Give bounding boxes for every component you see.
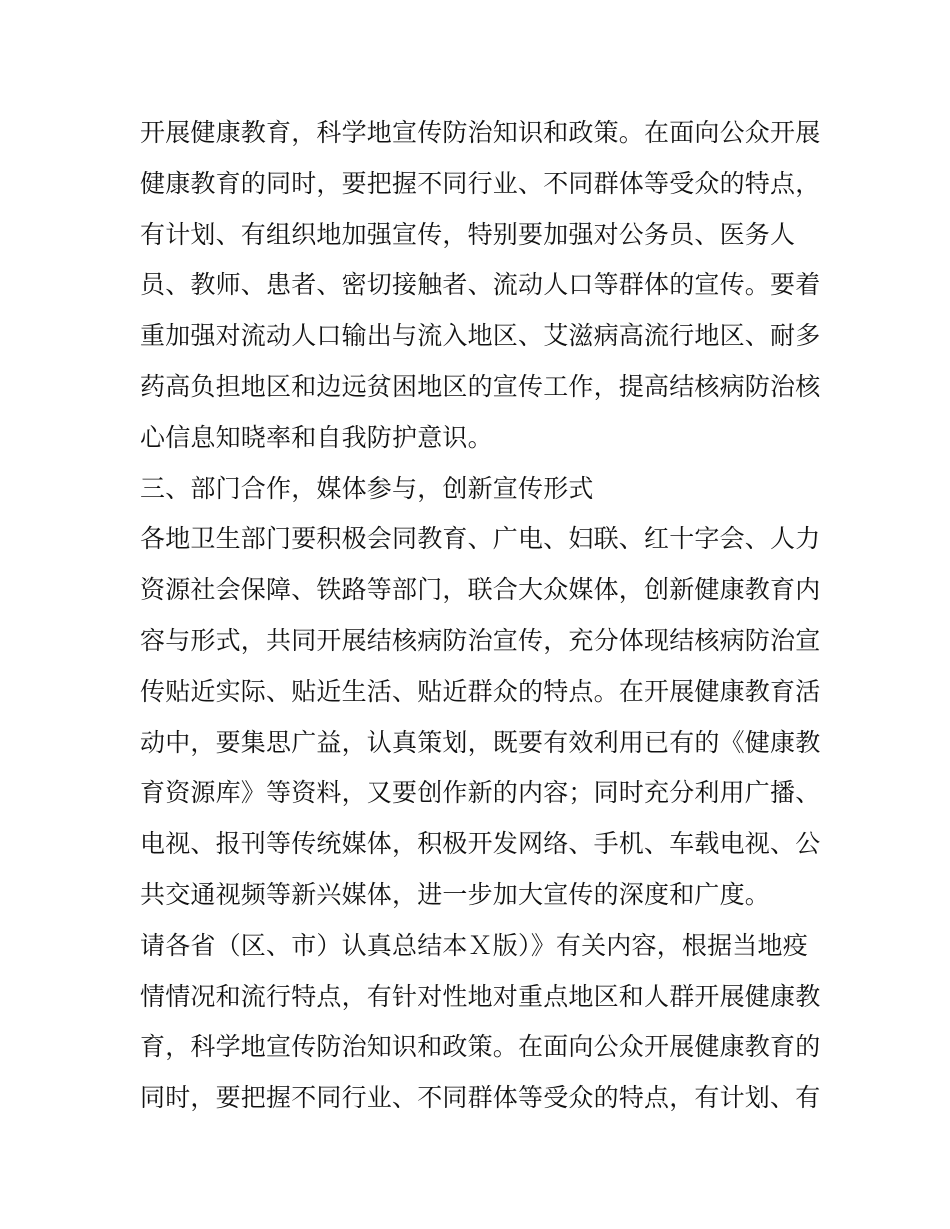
text-line-11: 容与形式，共同开展结核病防治宣传，充分体现结核病防治宣: [140, 625, 821, 655]
text-line-16: 共交通视频等新兴媒体，进一步加大宣传的深度和广度。: [140, 879, 771, 909]
text-line-5: 重加强对流动人口输出与流入地区、艾滋病高流行地区、耐多: [140, 321, 821, 351]
text-line-9: 各地卫生部门要积极会同教育、广电、妇联、红十字会、人力: [140, 524, 821, 554]
text-line-13: 动中，要集思广益，认真策划，既要有效利用已有的《健康教: [140, 727, 821, 757]
text-line-7: 心信息知晓率和自我防护意识。: [140, 422, 493, 452]
text-line-3: 有计划、有组织地加强宣传，特别要加强对公务员、医务人: [140, 219, 796, 249]
text-line-19: 育，科学地宣传防治知识和政策。在面向公众开展健康教育的: [140, 1032, 821, 1062]
text-line-10: 资源社会保障、铁路等部门，联合大众媒体，创新健康教育内: [140, 575, 821, 605]
text-line-14: 育资源库》等资料，又要创作新的内容；同时充分利用广播、: [140, 778, 821, 808]
document-body: [140, 108, 820, 1124]
text-line-17: 请各省（区、市）认真总结本Ｘ版）》有关内容，根据当地疫: [140, 930, 808, 960]
text-line-20: 同时，要把握不同行业、不同群体等受众的特点，有计划、有: [140, 1083, 821, 1113]
text-line-6: 药高负担地区和边远贫困地区的宣传工作，提高结核病防治核: [140, 371, 821, 401]
text-line-15: 电视、报刊等传统媒体，积极开发网络、手机、车载电视、公: [140, 829, 821, 859]
text-line-18: 情情况和流行特点，有针对性地对重点地区和人群开展健康教: [140, 981, 821, 1011]
text-line-2: 健康教育的同时，要把握不同行业、不同群体等受众的特点，: [140, 168, 821, 198]
text-line-4: 员、教师、患者、密切接触者、流动人口等群体的宣传。要着: [140, 270, 821, 300]
section-heading: 三、部门合作，媒体参与，创新宣传形式: [140, 473, 594, 503]
text-line-12: 传贴近实际、贴近生活、贴近群众的特点。在开展健康教育活: [140, 676, 821, 706]
text-line-1: 开展健康教育，科学地宣传防治知识和政策。在面向公众开展: [140, 118, 821, 147]
